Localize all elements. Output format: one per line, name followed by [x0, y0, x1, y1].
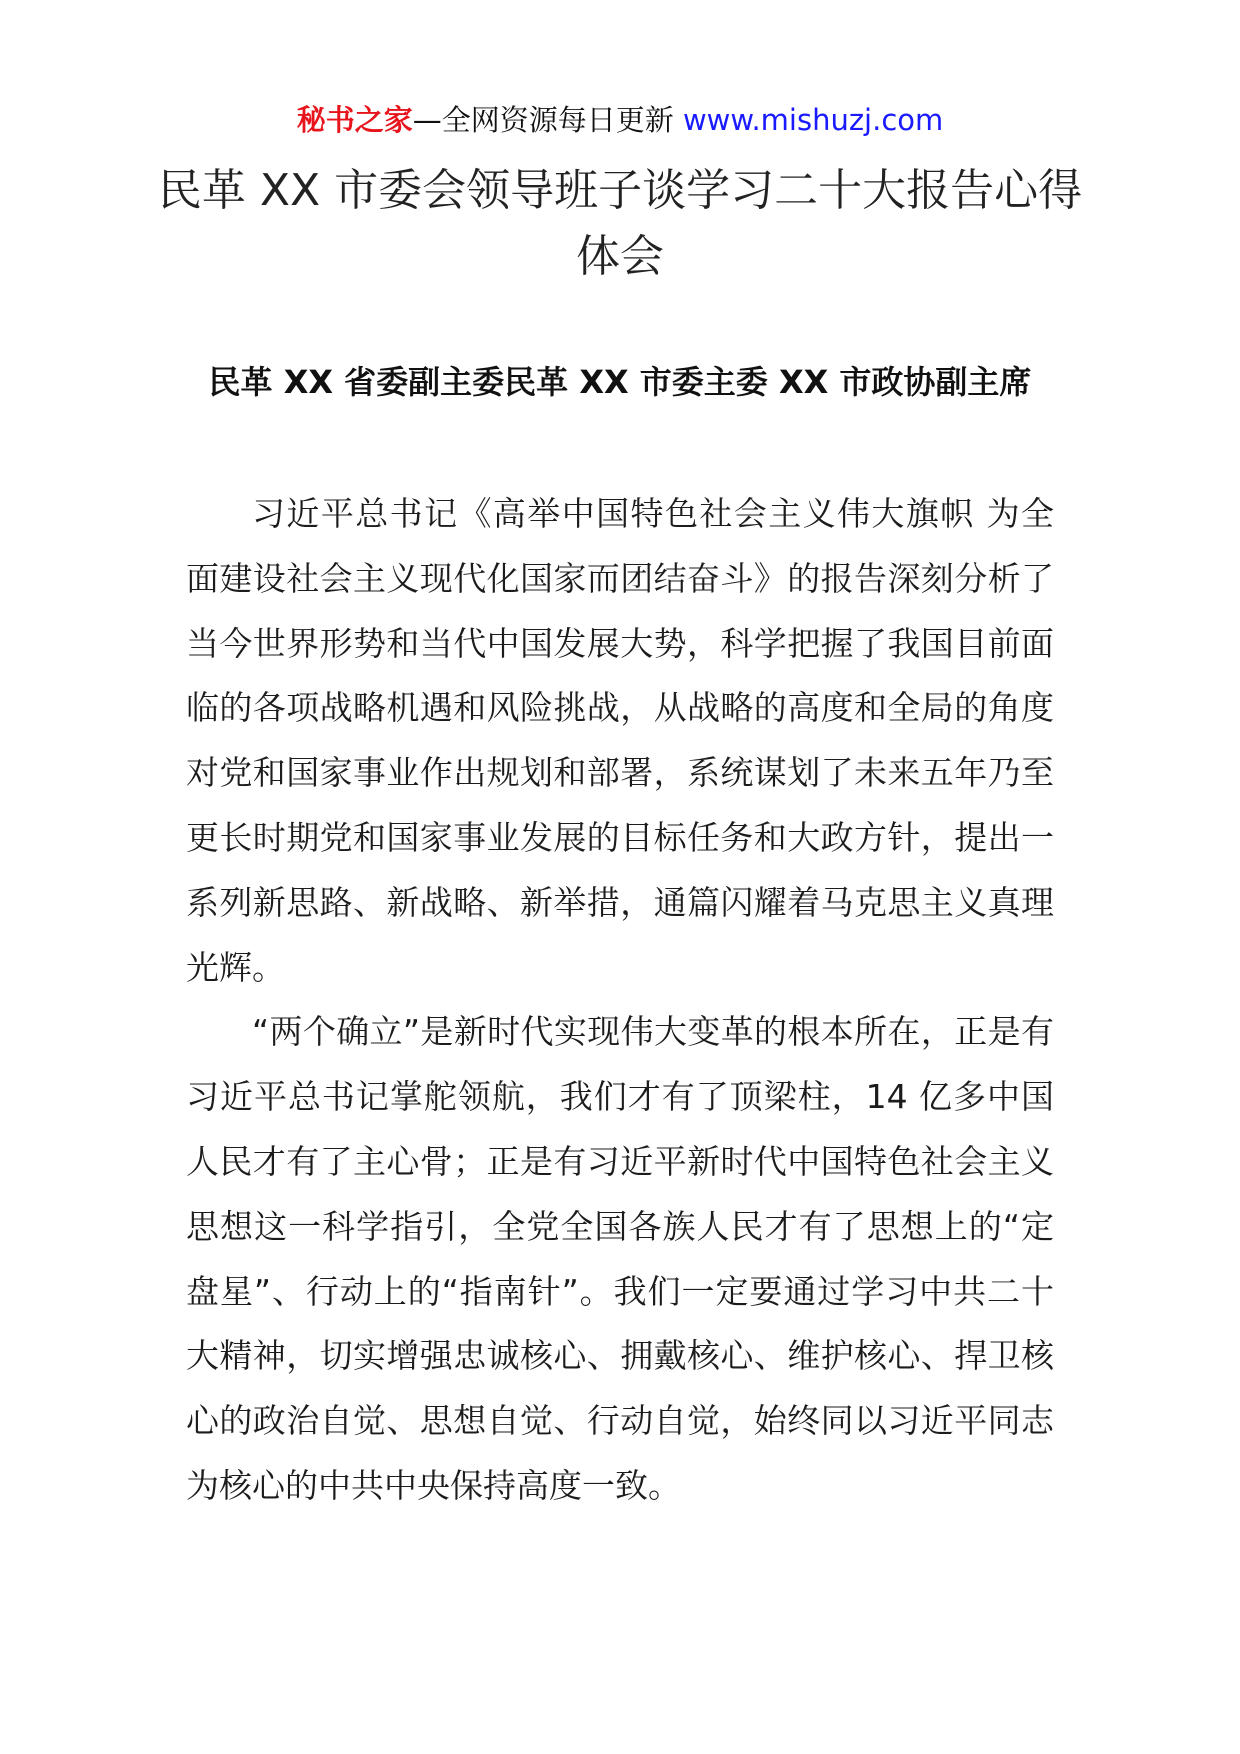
body-paragraph: 习近平总书记《高举中国特色社会主义伟大旗帜 为全面建设社会主义现代化国家而团结奋斗》的报告深刻分析了当今世界形势和当代中国发展大势，科学把握了我国目前面临的各项战略机遇和风险挑战，从战略的高度和全局的角度对党和国家事业作出规划和部署，系统谋划了未来五年乃至更长时期党和国家事业发展的目标任务和大政方针，提出一系列新思路、新战略、新举措，通篇闪耀着马克思主义真理光辉。 — [186, 494, 1054, 987]
author-line: 民革 XX 省委副主委民革 XX 市委主委 XX 市政协副主席 — [208, 363, 1032, 401]
header-tagline: —全网资源每日更新 — [412, 103, 674, 137]
document-title: 民革 XX 市委会领导班子谈学习二十大报告心得体会 — [157, 165, 1083, 282]
site-url-link[interactable]: www.mishuzj.com — [682, 103, 944, 137]
brand-name: 秘书之家 — [296, 103, 413, 137]
document-body — [186, 482, 1054, 1519]
body-paragraph: “两个确立”是新时代实现伟大变革的根本所在，正是有习近平总书记掌舵领航，我们才有了顶梁柱，14 亿多中国人民才有了主心骨；正是有习近平新时代中国特色社会主义思想这一科学指引，全党全国各族人民才有了思想上的“定盘星”、行动上的“指南针”。我们一定要通过学习中共二十大精神，切实增强忠诚核心、拥戴核心、维护核心、捍卫核心的政治自觉、思想自觉、行动自觉，始终同以习近平同志为核心的中共中央保持高度一致。 — [186, 1012, 1054, 1505]
site-header — [0, 100, 1240, 140]
